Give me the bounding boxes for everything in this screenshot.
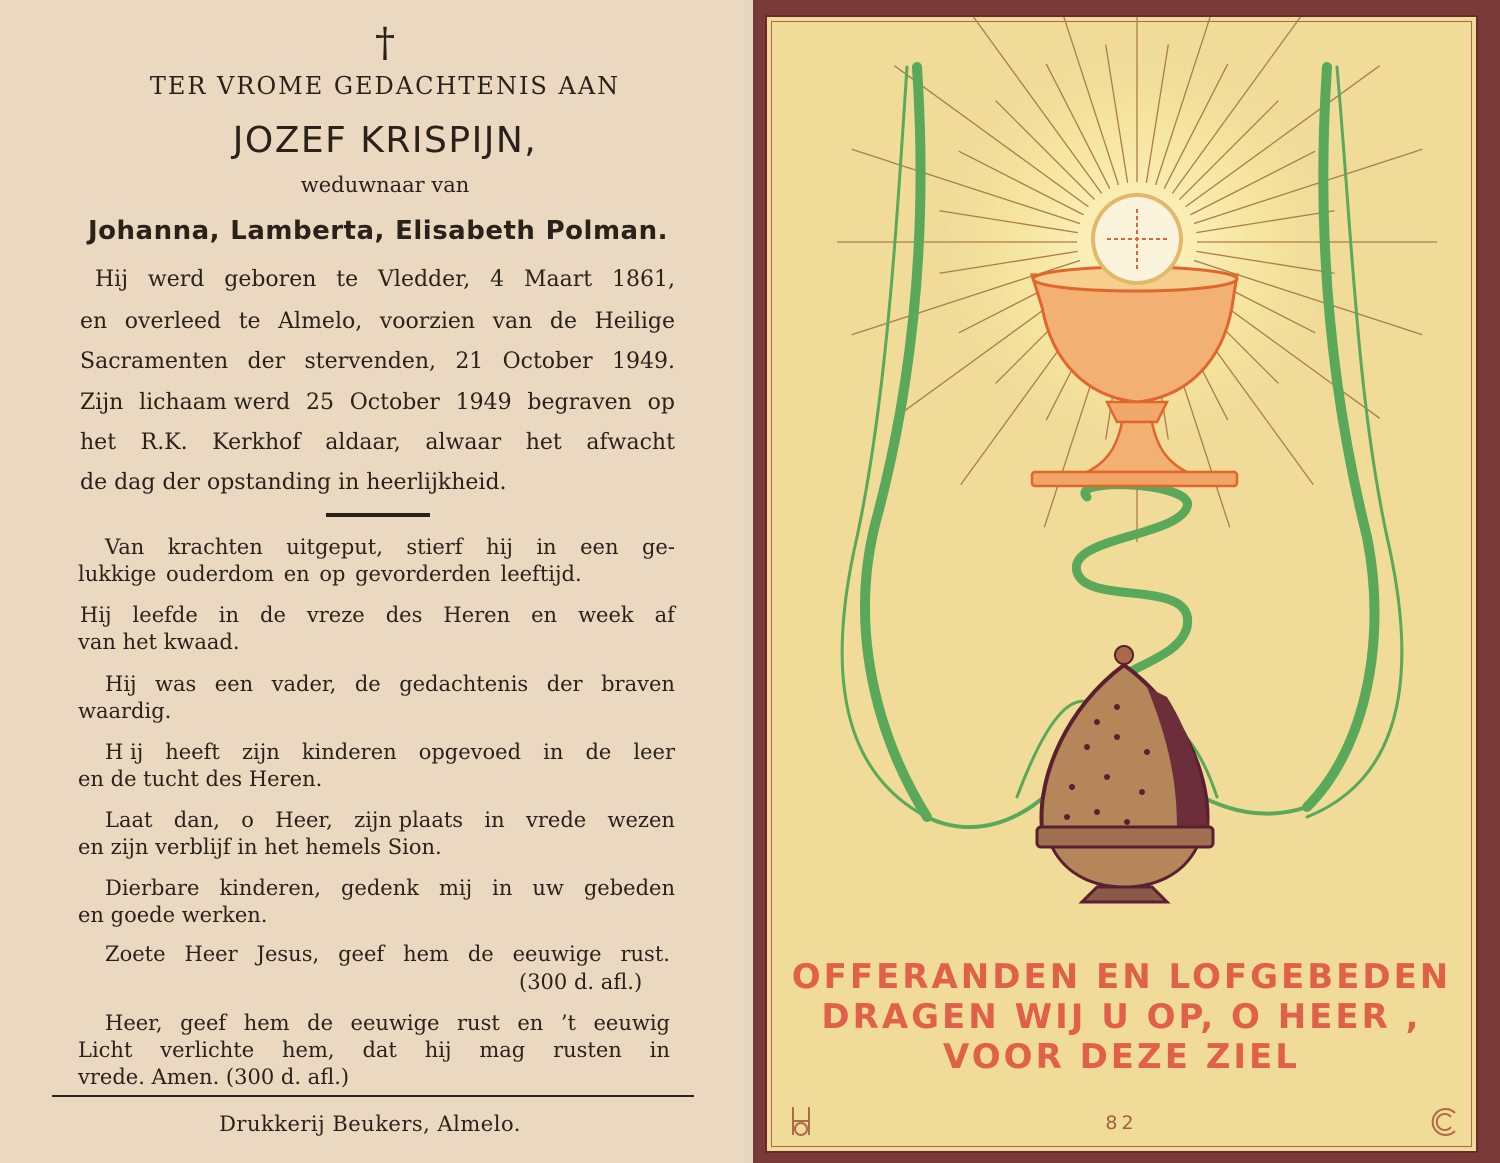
word: hij (486, 535, 513, 559)
spouse-name (88, 216, 668, 246)
text-line (105, 1011, 670, 1035)
word: en (80, 309, 108, 334)
word: stierf (406, 535, 463, 559)
word: gebeden (583, 876, 675, 900)
bio-line (80, 349, 675, 374)
word: de (585, 740, 612, 764)
word: een (580, 535, 619, 559)
word: wezen (607, 808, 675, 832)
word: Johanna, (88, 216, 221, 246)
word: des (385, 603, 423, 627)
word: in (543, 740, 564, 764)
word: in (536, 535, 557, 559)
word: Licht (78, 1038, 133, 1062)
word: afwacht (586, 430, 675, 455)
bio-line (95, 267, 675, 292)
text-line (105, 672, 675, 696)
word: mij (438, 876, 473, 900)
word: Dierbare (105, 876, 200, 900)
word: Lamberta, (230, 216, 385, 246)
word: mag (479, 1038, 526, 1062)
word: vader, (271, 672, 337, 696)
word: der (546, 672, 583, 696)
word: H ij (105, 740, 144, 764)
word: was (155, 672, 197, 696)
word: October (349, 390, 440, 415)
word: 1949 (455, 390, 512, 415)
word: eeuwig (593, 1011, 670, 1035)
word: dan, (173, 808, 220, 832)
word: Kerkhof (212, 430, 301, 455)
word: een (214, 672, 254, 696)
word: Hij (105, 672, 137, 696)
word: stervenden, (304, 349, 437, 374)
word: op (647, 390, 675, 415)
word: kinderen, (219, 876, 321, 900)
widower-of: weduwnaar van (300, 173, 470, 197)
word: kinderen (301, 740, 397, 764)
word: te (336, 267, 359, 292)
word: de (354, 672, 381, 696)
word: af (654, 603, 675, 627)
devotional-card (765, 15, 1478, 1153)
word: zijn plaats (354, 808, 464, 832)
motto-line: VOOR DEZE ZIEL (943, 1037, 1300, 1077)
word: begraven (527, 390, 632, 415)
text-line (105, 740, 675, 764)
word: Polman. (545, 216, 668, 246)
bio-line: de dag der opstanding in heerlijkheid. (80, 470, 507, 495)
word: rusten (553, 1038, 622, 1062)
text-line: en goede werken. (78, 903, 268, 927)
word: ge- (641, 535, 675, 559)
text-line: vrede. Amen. (300 d. afl.) (78, 1065, 350, 1089)
word: krachten (167, 535, 263, 559)
word: uitgeput, (286, 535, 383, 559)
word: Almelo, (278, 309, 363, 334)
word: gedachtenis (399, 672, 529, 696)
word: opgevoed (418, 740, 522, 764)
word: de (549, 309, 578, 334)
text-line (78, 1038, 670, 1062)
word: geef (338, 942, 385, 966)
word: October (502, 349, 593, 374)
text-line (80, 603, 675, 627)
censer-icon (1037, 646, 1213, 902)
word: alwaar (425, 430, 502, 455)
word: Heer (184, 942, 238, 966)
text-panel (0, 0, 745, 1163)
word: 21 (455, 349, 484, 374)
publisher-mark-icon (1427, 1105, 1461, 1139)
card-number: 82 (1105, 1112, 1138, 1134)
bio-line (80, 309, 675, 334)
text-line (105, 876, 675, 900)
word: de (307, 1011, 333, 1035)
word: eeuwige (512, 942, 602, 966)
word: van (492, 309, 533, 334)
word: zijn (241, 740, 280, 764)
word: en (531, 603, 558, 627)
divider (326, 513, 430, 517)
word: geboren (224, 267, 317, 292)
word: in (492, 876, 513, 900)
text-line: en de tucht des Heren. (78, 767, 323, 791)
word: Heren (443, 603, 511, 627)
word: heeft (165, 740, 220, 764)
word: eeuwige (350, 1011, 440, 1035)
word: Hij (95, 267, 129, 292)
header-line: TER VROME GEDACHTENIS AAN (149, 72, 621, 100)
word: 25 (305, 390, 334, 415)
word: te (238, 309, 261, 334)
word: en (517, 1011, 544, 1035)
word: der (247, 349, 286, 374)
word: uw (532, 876, 564, 900)
word: rust (457, 1011, 500, 1035)
word: voorzien (379, 309, 476, 334)
text-line: (300 d. afl.) (519, 970, 643, 994)
word: vreze (306, 603, 365, 627)
word: Hij (80, 603, 112, 627)
word: in (649, 1038, 670, 1062)
word: Van (105, 535, 145, 559)
bio-line (80, 390, 675, 415)
word: braven (601, 672, 675, 696)
motto-line: DRAGEN WIJ U OP, O HEER , (821, 997, 1422, 1037)
word: het (80, 430, 117, 455)
word: de (467, 942, 494, 966)
bottom-rule (52, 1095, 694, 1097)
cross-icon: † (375, 20, 395, 66)
word: ’t (560, 1011, 576, 1035)
text-line (105, 808, 675, 832)
word: vrede (525, 808, 587, 832)
word: Zijn (80, 390, 124, 415)
word: Heer, (275, 808, 333, 832)
word: rust. (620, 942, 670, 966)
text-line: lukkige ouderdom en op gevorderden leeftijd. (78, 562, 582, 586)
word: Vledder, (378, 267, 471, 292)
text-line: waardig. (78, 699, 172, 723)
text-line: en zijn verblijf in het hemels Sion. (78, 835, 442, 859)
word: R.K. (140, 430, 188, 455)
word: o (241, 808, 254, 832)
word: overleed (124, 309, 222, 334)
word: het (525, 430, 562, 455)
bio-line (80, 430, 675, 455)
word: leefde (132, 603, 198, 627)
printer-credit: Drukkerij Beukers, Almelo. (219, 1112, 521, 1136)
word: Heilige (594, 309, 675, 334)
deceased-name: JOZEF KRISPIJN, (232, 120, 538, 161)
word: Elisabeth (395, 216, 536, 246)
word: gedenk (340, 876, 419, 900)
word: Maart (524, 267, 593, 292)
word: Heer, (105, 1011, 163, 1035)
word: week (578, 603, 634, 627)
motto-line: OFFERANDEN EN LOFGEBEDEN (791, 957, 1452, 997)
word: de (260, 603, 286, 627)
word: Zoete (105, 942, 166, 966)
word: werd (147, 267, 205, 292)
host-icon (1093, 195, 1181, 283)
word: in (484, 808, 505, 832)
card-motto (767, 957, 1476, 1077)
word: 4 (490, 267, 505, 292)
word: hem, (282, 1038, 335, 1062)
word: leer (633, 740, 675, 764)
word: in (218, 603, 240, 627)
word: hem (403, 942, 449, 966)
word: Jesus, (256, 942, 320, 966)
word: 1861, (612, 267, 675, 292)
word: geef (180, 1011, 227, 1035)
word: Sacramenten (80, 349, 229, 374)
text-line (105, 942, 670, 966)
word: 1949. (611, 349, 675, 374)
word: Laat (105, 808, 153, 832)
word: lichaam werd (139, 390, 291, 415)
image-panel (753, 0, 1500, 1163)
text-line (105, 535, 675, 559)
word: hem (243, 1011, 290, 1035)
text-line: van het kwaad. (78, 630, 240, 654)
word: verlichte (160, 1038, 255, 1062)
word: dat (362, 1038, 397, 1062)
word: aldaar, (325, 430, 401, 455)
word: hij (424, 1038, 452, 1062)
